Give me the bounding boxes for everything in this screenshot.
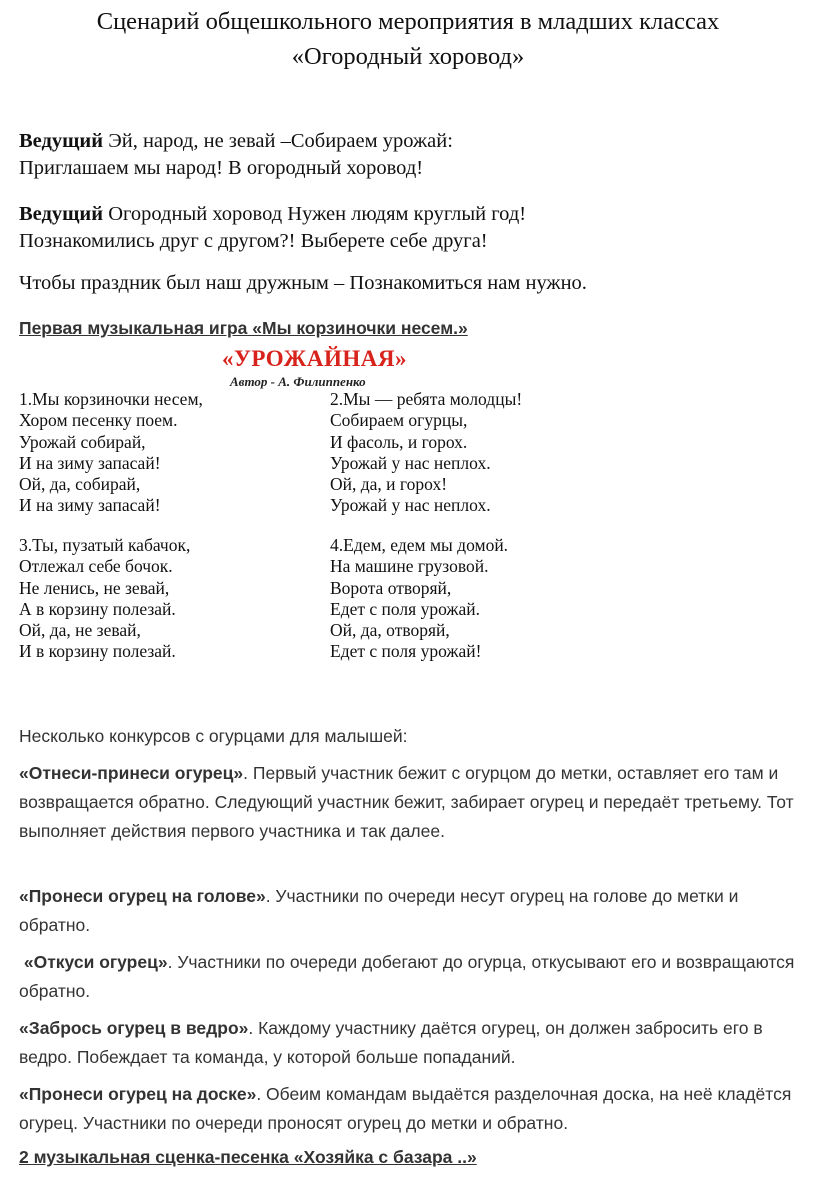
intro-line: Приглашаем мы народ! В огородный хоровод! bbox=[19, 157, 424, 179]
verse-line: Урожай у нас неплох. bbox=[330, 452, 491, 473]
intro-line: Познакомились друг с другом?! Выберете себе друга! bbox=[19, 230, 488, 252]
song-verse-2 bbox=[330, 389, 522, 517]
contest-item bbox=[19, 1014, 809, 1072]
contest-item bbox=[19, 882, 809, 940]
second-music-heading: 2 музыкальная сценка-песенка «Хозяйка с базара ..» bbox=[19, 1147, 477, 1167]
verse-line: 4.Едем, едем мы домой. bbox=[330, 535, 509, 555]
verse-line: И в корзину полезай. bbox=[19, 641, 176, 662]
verse-line: Ой, да, и горох! bbox=[330, 474, 448, 495]
verse-line: Собираем огурцы, bbox=[330, 410, 468, 431]
title-line-2: «Огородный хоровод» bbox=[291, 43, 525, 70]
title-line-1: Сценарий общешкольного мероприятия в младших классах bbox=[96, 8, 720, 35]
verse-line: 2.Мы — ребята молодцы! bbox=[330, 389, 523, 409]
contest-name: «Отнеси-принеси огурец» bbox=[19, 763, 244, 783]
contest-name: «Откуси огурец» bbox=[23, 952, 168, 972]
contest-text: . Обеим командам выдаётся разделочная доска, на неё кладётся огурец. Участники по очереди проносят огурец до метки и обратно. bbox=[19, 1084, 792, 1133]
verse-line: И на зиму запасай! bbox=[19, 495, 161, 516]
verse-line: Хором песенку поем. bbox=[19, 410, 178, 431]
page-title bbox=[0, 4, 816, 74]
intro-paragraph-3: Чтобы праздник был наш дружным – Познакомиться нам нужно. bbox=[19, 272, 587, 294]
contests-intro: Несколько конкурсов с огурцами для малышей: bbox=[19, 726, 408, 746]
verse-line: Не ленись, не зевай, bbox=[19, 577, 170, 598]
contest-text: . Участники по очереди несут огурец на голове до метки и обратно. bbox=[19, 886, 739, 935]
verse-line: 1.Мы корзиночки несем, bbox=[19, 389, 203, 409]
verse-line: Отлежал себе бочок. bbox=[19, 556, 173, 577]
verse-line: Урожай у нас неплох. bbox=[330, 495, 491, 516]
verse-line: На машине грузовой. bbox=[330, 556, 489, 577]
song-title: «УРОЖАЙНАЯ» bbox=[222, 346, 407, 371]
verse-line: Ой, да, не зевай, bbox=[19, 620, 141, 641]
contest-name: «Пронеси огурец на доске» bbox=[19, 1084, 257, 1104]
verse-line: Едет с поля урожай! bbox=[330, 641, 482, 662]
verse-line: Ой, да, собирай, bbox=[19, 474, 141, 495]
intro-line: Эй, народ, не зевай –Собираем урожай: bbox=[103, 130, 453, 152]
intro-paragraph-2 bbox=[19, 201, 526, 255]
contest-item bbox=[19, 948, 809, 1006]
contest-name: «Пронеси огурец на голове» bbox=[19, 886, 266, 906]
verse-line: Ворота отворяй, bbox=[330, 577, 452, 598]
intro-line: Огородный хоровод Нужен людям круглый год! bbox=[103, 203, 527, 225]
music-game-heading: Первая музыкальная игра «Мы корзиночки несем.» bbox=[19, 318, 468, 338]
intro-paragraph-1 bbox=[19, 128, 453, 182]
song-verse-4 bbox=[330, 535, 508, 663]
contest-text: . Каждому участнику даётся огурец, он должен забросить его в ведро. Побеждает та команда, у которой больше попаданий. bbox=[19, 1018, 763, 1067]
verse-line: И на зиму запасай! bbox=[19, 452, 161, 473]
speaker-label: Ведущий bbox=[19, 130, 104, 152]
verse-line: Ой, да, отворяй, bbox=[330, 620, 450, 641]
speaker-label: Ведущий bbox=[19, 203, 104, 225]
verse-line: 3.Ты, пузатый кабачок, bbox=[19, 535, 191, 555]
verse-line: Едет с поля урожай. bbox=[330, 598, 480, 619]
contest-item bbox=[19, 759, 809, 846]
song-verse-1 bbox=[19, 389, 203, 517]
song-verse-3 bbox=[19, 535, 190, 663]
song-author: Автор - А. Филиппенко bbox=[230, 374, 366, 389]
contest-name: «Забрось огурец в ведро» bbox=[19, 1018, 249, 1038]
contest-text: . Участники по очереди добегают до огурца, откусывают его и возвращаются обратно. bbox=[19, 952, 795, 1001]
verse-line: Урожай собирай, bbox=[19, 431, 146, 452]
contest-item bbox=[19, 1080, 809, 1138]
contest-text: . Первый участник бежит с огурцом до метки, оставляет его там и возвращается обратно. Следующий участник бежит, забирает огурец и передаёт третьему. Тот выполняет действия первого участника и так далее. bbox=[19, 763, 794, 841]
verse-line: И фасоль, и горох. bbox=[330, 431, 468, 452]
verse-line: А в корзину полезай. bbox=[19, 598, 176, 619]
